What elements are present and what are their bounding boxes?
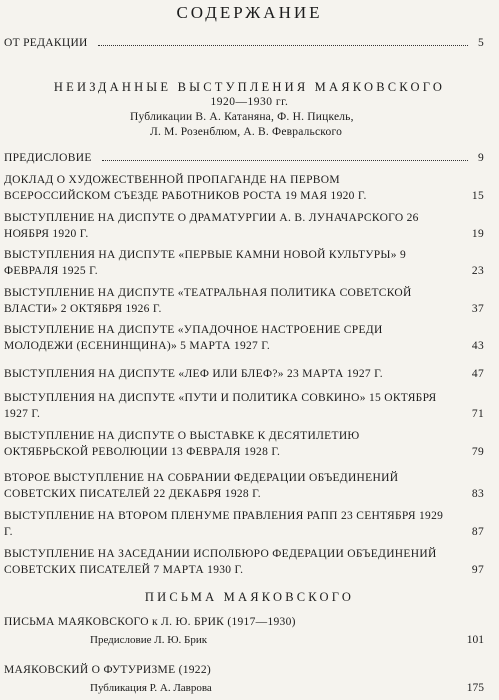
toc-entry[interactable] xyxy=(4,470,484,502)
page-title: СОДЕРЖАНИЕ xyxy=(176,3,323,22)
toc-entry-label: МАЯКОВСКИЙ О ФУТУРИЗМЕ (1922) xyxy=(4,664,212,676)
toc-entry[interactable] xyxy=(4,546,484,578)
toc-entry-label: ВЫСТУПЛЕНИЯ НА ДИСПУТЕ «ПЕРВЫЕ КАМНИ НОВОЙ КУЛЬТУРЫ» 9 ФЕВРАЛЯ 1925 Г. xyxy=(4,249,407,277)
toc-entry[interactable] xyxy=(4,428,484,460)
toc-page-number: 71 xyxy=(471,408,484,420)
toc-entry[interactable] xyxy=(4,172,484,204)
toc-entry[interactable] xyxy=(4,322,484,354)
toc-entry[interactable] xyxy=(4,508,484,540)
toc-entry-label: ВТОРОЕ ВЫСТУПЛЕНИЕ НА СОБРАНИИ ФЕДЕРАЦИИ ОБЪЕДИНЕНИЙ СОВЕТСКИХ ПИСАТЕЛЕЙ 22 ДЕКАБРЯ 1928 Г. xyxy=(4,472,399,500)
credits-line: Л. М. Розенблюм, А. В. Февральского xyxy=(150,126,343,138)
toc-subentry-label: Публикация Р. А. Лаврова xyxy=(90,682,212,694)
toc-page-number: 175 xyxy=(466,682,484,694)
toc-entry-label: ПРЕДИСЛОВИЕ xyxy=(4,152,92,164)
toc-page-number: 47 xyxy=(471,368,484,380)
toc-entry-label: ВЫСТУПЛЕНИЯ НА ДИСПУТЕ «ПУТИ И ПОЛИТИКА СОВКИНО» 15 ОКТЯБРЯ 1927 Г. xyxy=(4,392,437,420)
toc-subentry xyxy=(90,681,484,696)
toc-entry-label: ВЫСТУПЛЕНИЕ НА ДИСПУТЕ О ВЫСТАВКЕ К ДЕСЯТИЛЕТИЮ ОКТЯБРЬСКОЙ РЕВОЛЮЦИИ 13 ФЕВРАЛЯ 1928 Г. xyxy=(4,430,360,458)
toc-page-number: 37 xyxy=(471,303,484,315)
toc-subentry-label: Предисловие Л. Ю. Брик xyxy=(90,634,208,646)
toc-entry-label: ВЫСТУПЛЕНИЕ НА ДИСПУТЕ О ДРАМАТУРГИИ А. В. ЛУНАЧАРСКОГО 26 НОЯБРЯ 1920 Г. xyxy=(4,212,419,240)
toc-page-number: 5 xyxy=(477,37,484,49)
toc-entry-label: ДОКЛАД О ХУДОЖЕСТВЕННОЙ ПРОПАГАНДЕ НА ПЕРВОМ ВСЕРОССИЙСКОМ СЪЕЗДЕ РАБОТНИКОВ РОСТА 19 МАЯ 1920 Г. xyxy=(4,174,367,202)
toc-entry-label: ОТ РЕДАКЦИИ xyxy=(4,37,88,49)
toc-page-number: 87 xyxy=(471,526,484,538)
toc-entry-preface[interactable] xyxy=(4,150,484,166)
dot-leader xyxy=(98,44,468,46)
toc-entry-label: ПИСЬМА МАЯКОВСКОГО к Л. Ю. БРИК (1917—1930) xyxy=(4,616,296,628)
toc-page-number: 97 xyxy=(471,564,484,576)
toc-entry[interactable] xyxy=(4,366,484,382)
toc-entry-label: ВЫСТУПЛЕНИЕ НА ДИСПУТЕ «ТЕАТРАЛЬНАЯ ПОЛИТИКА СОВЕТСКОЙ ВЛАСТИ» 2 ОКТЯБРЯ 1926 Г. xyxy=(4,287,412,315)
toc-entry-futurism[interactable] xyxy=(4,662,484,678)
section-heading-letters: ПИСЬМА МАЯКОВСКОГО xyxy=(144,590,355,604)
toc-entry-label: ВЫСТУПЛЕНИЕ НА ДИСПУТЕ «УПАДОЧНОЕ НАСТРОЕНИЕ СРЕДИ МОЛОДЕЖИ (ЕСЕНИНЩИНА)» 5 МАРТА 1927 Г. xyxy=(4,324,383,352)
toc-page-number: 9 xyxy=(477,152,484,164)
toc-page-number: 43 xyxy=(471,340,484,352)
toc-entry[interactable] xyxy=(4,210,484,242)
credits-line: Публикации В. А. Катаняна, Ф. Н. Пицкель, xyxy=(130,111,354,123)
section-heading-speeches: НЕИЗДАННЫЕ ВЫСТУПЛЕНИЯ МАЯКОВСКОГО xyxy=(53,80,446,94)
toc-page-number: 15 xyxy=(471,190,484,202)
toc-page-number: 23 xyxy=(471,265,484,277)
toc-entry-label: ВЫСТУПЛЕНИЕ НА ВТОРОМ ПЛЕНУМЕ ПРАВЛЕНИЯ РАПП 23 СЕНТЯБРЯ 1929 Г. xyxy=(4,510,444,538)
toc-entry[interactable] xyxy=(4,390,484,422)
toc-subentry xyxy=(90,633,484,648)
toc-entry-editorial[interactable] xyxy=(4,35,484,51)
section-years: 1920—1930 гг. xyxy=(210,96,289,108)
section-credits xyxy=(130,110,460,140)
toc-page-number: 101 xyxy=(466,634,484,646)
toc-page-number: 19 xyxy=(471,228,484,240)
toc-page-number: 79 xyxy=(471,446,484,458)
dot-leader xyxy=(102,159,468,161)
toc-entry[interactable] xyxy=(4,285,484,317)
toc-page-number: 83 xyxy=(471,488,484,500)
toc-entry-letters[interactable] xyxy=(4,614,484,630)
toc-entry[interactable] xyxy=(4,247,484,279)
toc-entry-label: ВЫСТУПЛЕНИЕ НА ЗАСЕДАНИИ ИСПОЛБЮРО ФЕДЕРАЦИИ ОБЪЕДИНЕНИЙ СОВЕТСКИХ ПИСАТЕЛЕЙ 7 МАРТА 1930 Г. xyxy=(4,548,437,576)
toc-entry-label: ВЫСТУПЛЕНИЯ НА ДИСПУТЕ «ЛЕФ ИЛИ БЛЕФ?» 23 МАРТА 1927 Г. xyxy=(4,368,383,380)
